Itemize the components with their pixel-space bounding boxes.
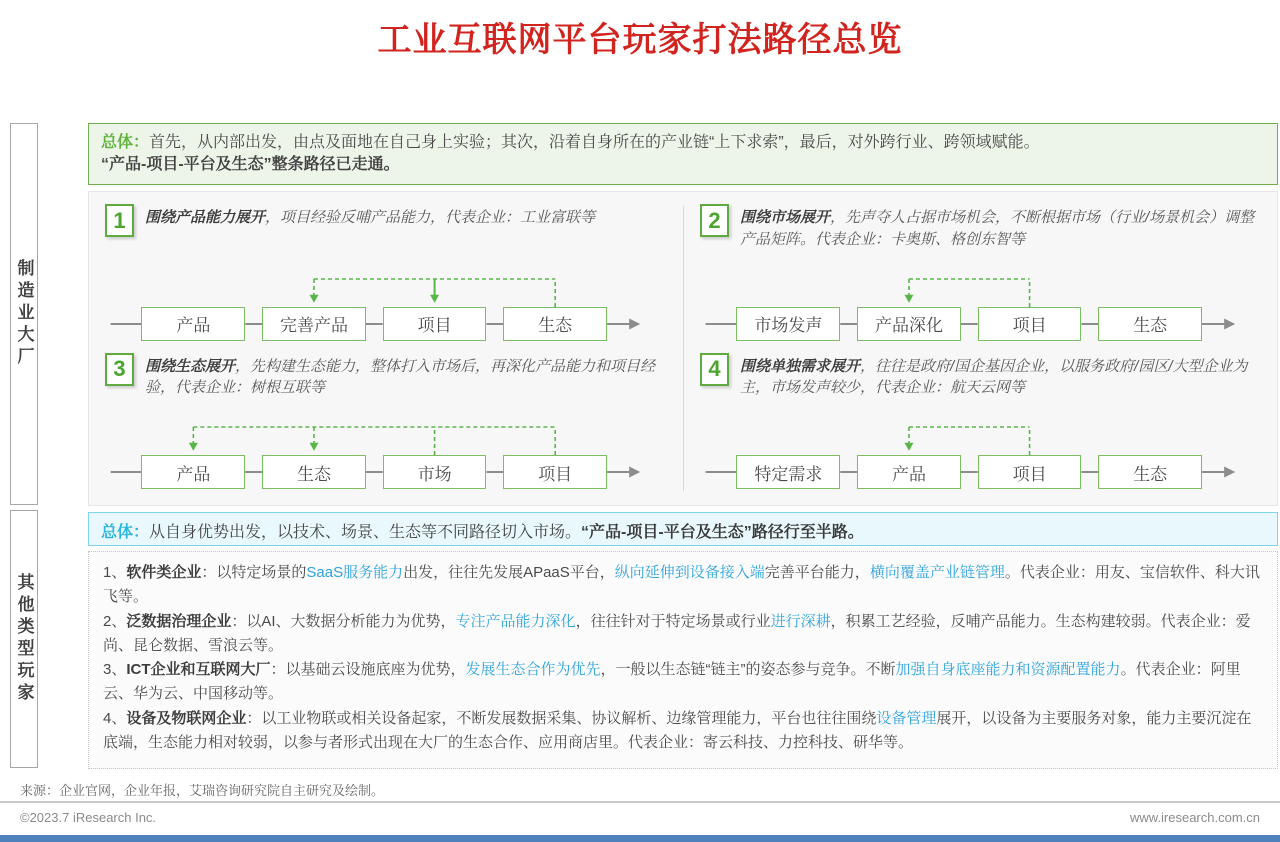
strategy-1-flow bbox=[105, 271, 666, 343]
top-summary-text: 首先，从内部出发，由点及面地在自己身上实验；其次，沿着自身所在的产业链“上下求索”，最后，对外跨行业、跨领域赋能。 bbox=[149, 134, 1040, 151]
sidebar-label-other-players: 其他类型玩家 bbox=[10, 510, 38, 768]
flow-step: 完善产品 bbox=[262, 307, 366, 341]
page-title: 工业互联网平台玩家打法路径总览 bbox=[377, 21, 903, 59]
flow-step: 市场发声 bbox=[736, 307, 840, 341]
strategy-quadrant-2 bbox=[700, 202, 1261, 351]
strategy-2-flow bbox=[700, 271, 1261, 343]
player-type-item-3: 3、ICT企业和互联网大厂：以基础云设施底座为优势，发展生态合作为优先，一般以生态链“链主”的姿态参与竞争。不断加强自身底座能力和资源配置能力。代表企业：阿里云、华为云、中国移动等。 bbox=[103, 661, 1241, 703]
strategy-1-lead: 围绕产品能力展开 bbox=[145, 209, 266, 226]
strategy-4-flow bbox=[700, 419, 1261, 491]
strategy-2-lead: 围绕市场展开 bbox=[740, 209, 831, 226]
flow-step: 产品深化 bbox=[857, 307, 961, 341]
sidebar-label-manufacturers: 制造业大厂 bbox=[10, 123, 38, 505]
flow-step: 生态 bbox=[503, 307, 607, 341]
copyright-text: ©2023.7 iResearch Inc. bbox=[20, 810, 157, 825]
bottom-summary-bold-text: “产品-项目-平台及生态”路径行至半路。 bbox=[581, 524, 864, 541]
strategies-panel bbox=[88, 191, 1278, 506]
strategy-4-lead: 围绕单独需求展开 bbox=[740, 357, 861, 375]
strategy-4-number-badge: 4 bbox=[700, 353, 729, 386]
bottom-blue-strip bbox=[0, 835, 1280, 842]
strategy-1-number-badge: 1 bbox=[105, 204, 134, 237]
flow-step: 项目 bbox=[978, 307, 1082, 341]
flow-step: 生态 bbox=[1098, 307, 1202, 341]
player-type-item-1: 1、软件类企业：以特定场景的SaaS服务能力出发，往往先发展APaaS平台，纵向延伸到设备接入端完善平台能力，横向覆盖产业链管理。代表企业：用友、宝信软件、科大讯飞等。 bbox=[103, 564, 1260, 606]
flow-step: 产品 bbox=[141, 455, 245, 489]
bottom-summary-text: 从自身优势出发，以技术、场景、生态等不同路径切入市场。 bbox=[149, 524, 582, 541]
top-summary-bold-text: “产品-项目-平台及生态”整条路径已走通。 bbox=[101, 156, 400, 174]
source-note: 来源：企业官网，企业年报，艾瑞咨询研究院自主研究及绘制。 bbox=[20, 783, 385, 798]
vertical-divider bbox=[683, 206, 684, 491]
main-content bbox=[88, 123, 1278, 769]
player-types-panel bbox=[88, 551, 1278, 769]
strategy-3-description: 围绕生态展开，先构建生态能力，整体打入市场后，再深化产品能力和项目经验，代表企业：树根互联等 bbox=[145, 357, 656, 397]
flow-step: 生态 bbox=[1098, 455, 1202, 489]
strategy-3-number-badge: 3 bbox=[105, 353, 134, 386]
strategy-1-description: 围绕产品能力展开，项目经验反哺产品能力，代表企业：工业富联等 bbox=[145, 209, 596, 226]
flow-step: 产品 bbox=[141, 307, 245, 341]
strategy-4-description: 围绕单独需求展开，往往是政府/国企基因企业，以服务政府/园区/大型企业为主，市场发声较少，代表企业：航天云网等 bbox=[740, 357, 1248, 397]
flow-step: 特定需求 bbox=[736, 455, 840, 489]
flow-step: 市场 bbox=[383, 455, 487, 489]
strategy-quadrant-4 bbox=[700, 351, 1261, 500]
player-type-item-4: 4、设备及物联网企业：以工业物联或相关设备起家，不断发展数据采集、协议解析、边缘管理能力，平台也往往围绕设备管理展开，以设备为主要服务对象，能力主要沉淀在底端，生态能力相对较弱，以参与者形式出现在大厂的生态合作、应用商店里。代表企业：寄云科技、力控科技、研华等。 bbox=[103, 709, 1252, 752]
strategy-quadrant-3 bbox=[105, 351, 666, 500]
strategy-3-flow bbox=[105, 419, 666, 491]
flow-step: 项目 bbox=[503, 455, 607, 489]
flow-step: 生态 bbox=[262, 455, 366, 489]
flow-step: 产品 bbox=[857, 455, 961, 489]
top-summary-label: 总体： bbox=[101, 134, 150, 151]
bottom-summary-label: 总体： bbox=[101, 524, 150, 541]
website-url: www.iresearch.com.cn bbox=[1129, 810, 1260, 825]
player-type-item-2: 2、泛数据治理企业：以AI、大数据分析能力为优势，专注产品能力深化，往往针对于特定场景或行业进行深耕，积累工艺经验，反哺产品能力。生态构建较弱。代表企业：爱尚、昆仑数据、雪浪云等。 bbox=[103, 612, 1251, 654]
bottom-summary-bar bbox=[88, 512, 1278, 546]
footer-divider bbox=[0, 801, 1280, 803]
strategy-quadrant-1 bbox=[105, 202, 666, 351]
strategy-2-number-badge: 2 bbox=[700, 204, 729, 237]
strategy-2-description: 围绕市场展开，先声夺人占据市场机会，不断根据市场（行业/场景机会）调整产品矩阵。代表企业：卡奥斯、格创东智等 bbox=[740, 209, 1255, 248]
flow-step: 项目 bbox=[383, 307, 487, 341]
top-summary-box bbox=[88, 123, 1278, 185]
flow-step: 项目 bbox=[978, 455, 1082, 489]
strategy-3-lead: 围绕生态展开 bbox=[145, 357, 236, 375]
footer-row bbox=[20, 810, 1260, 825]
